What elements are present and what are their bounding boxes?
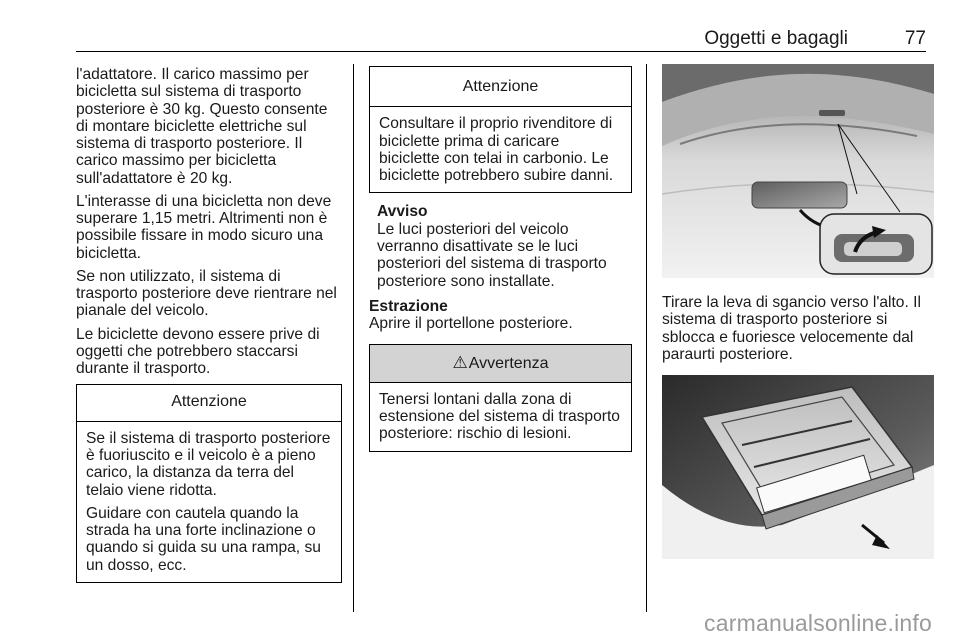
warning-text: Tenersi lontani dalla zona di estensione del sistema di trasporto posteriore: rischio di lesioni. (379, 390, 620, 443)
column-1 (76, 66, 342, 593)
extended-rear-carrier-illustration (662, 375, 934, 559)
body-paragraph: l'adattatore. Il carico massimo per bicicletta sul sistema di trasporto posteriore è 30 kg. Questo consente di montare biciclette elettriche sul sistema di trasporto posteriore. Il carico massimo per bicicletta sull'adattatore è 20 kg. (76, 66, 328, 187)
header-title: Oggetti e bagagli (704, 28, 848, 49)
warning-body (370, 383, 631, 451)
body-paragraph: Se non utilizzato, il sistema di trasporto posteriore deve rientrare nel pianale del veicolo. (76, 267, 337, 320)
column-3 (662, 66, 934, 559)
note-text: Le luci posteriori del veicolo verranno disattivate se le luci posteriori del sistema di trasporto posteriore sono installate. (377, 220, 607, 290)
body-paragraph: L'interasse di una bicicletta non deve superare 1,15 metri. Altrimenti non è possibile fissare in modo sicuro una bicicletta. (76, 192, 332, 262)
section-heading: Estrazione (369, 297, 448, 315)
figure-2-svg (662, 375, 934, 559)
note-title: Avviso (377, 203, 428, 221)
body-paragraph: Le biciclette devono essere prive di oggetti che potrebbero staccarsi durante il trasporto. (76, 325, 320, 378)
warning-header (370, 345, 631, 383)
caution-box-2 (369, 66, 632, 193)
header-rule (76, 51, 926, 52)
warning-box (369, 344, 632, 452)
column-2 (369, 66, 632, 462)
caution-paragraph: Guidare con cautela quando la strada ha una forte inclinazione o quando si guida su una rampa, su un dosso, ecc. (86, 504, 321, 574)
page-header (76, 28, 926, 50)
note-block (369, 203, 632, 289)
column-divider-1 (353, 64, 354, 612)
caution-title: Attenzione (77, 385, 341, 421)
caution-text: Consultare il proprio rivenditore di biciclette prima di caricare biciclette con telai in carbonio. Le biciclette potrebbero subire danni. (379, 115, 614, 185)
caution-title: Attenzione (370, 67, 631, 107)
caution-body (77, 422, 341, 582)
column-divider-2 (646, 64, 647, 612)
rear-bumper-release-lever-illustration (662, 64, 934, 278)
figure-1-svg (662, 64, 934, 278)
section-text: Aprire il portellone posteriore. (369, 315, 573, 333)
instruction-text: Tirare la leva di sgancio verso l'alto. Il sistema di trasporto posteriore si sblocca e fuoriesce velocemente dal paraurti posteriore. (662, 294, 921, 363)
warning-triangle-icon: ⚠ (452, 352, 468, 372)
watermark: carmanualsonline.info (704, 610, 932, 636)
caution-body (370, 107, 631, 192)
page-number: 77 (904, 28, 926, 49)
caution-paragraph: Se il sistema di trasporto posteriore è fuoriuscito e il veicolo è a pieno carico, la distanza da terra del telaio viene ridotta. (86, 429, 331, 499)
warning-title: Avvertenza (468, 354, 549, 372)
caution-box (76, 384, 342, 582)
